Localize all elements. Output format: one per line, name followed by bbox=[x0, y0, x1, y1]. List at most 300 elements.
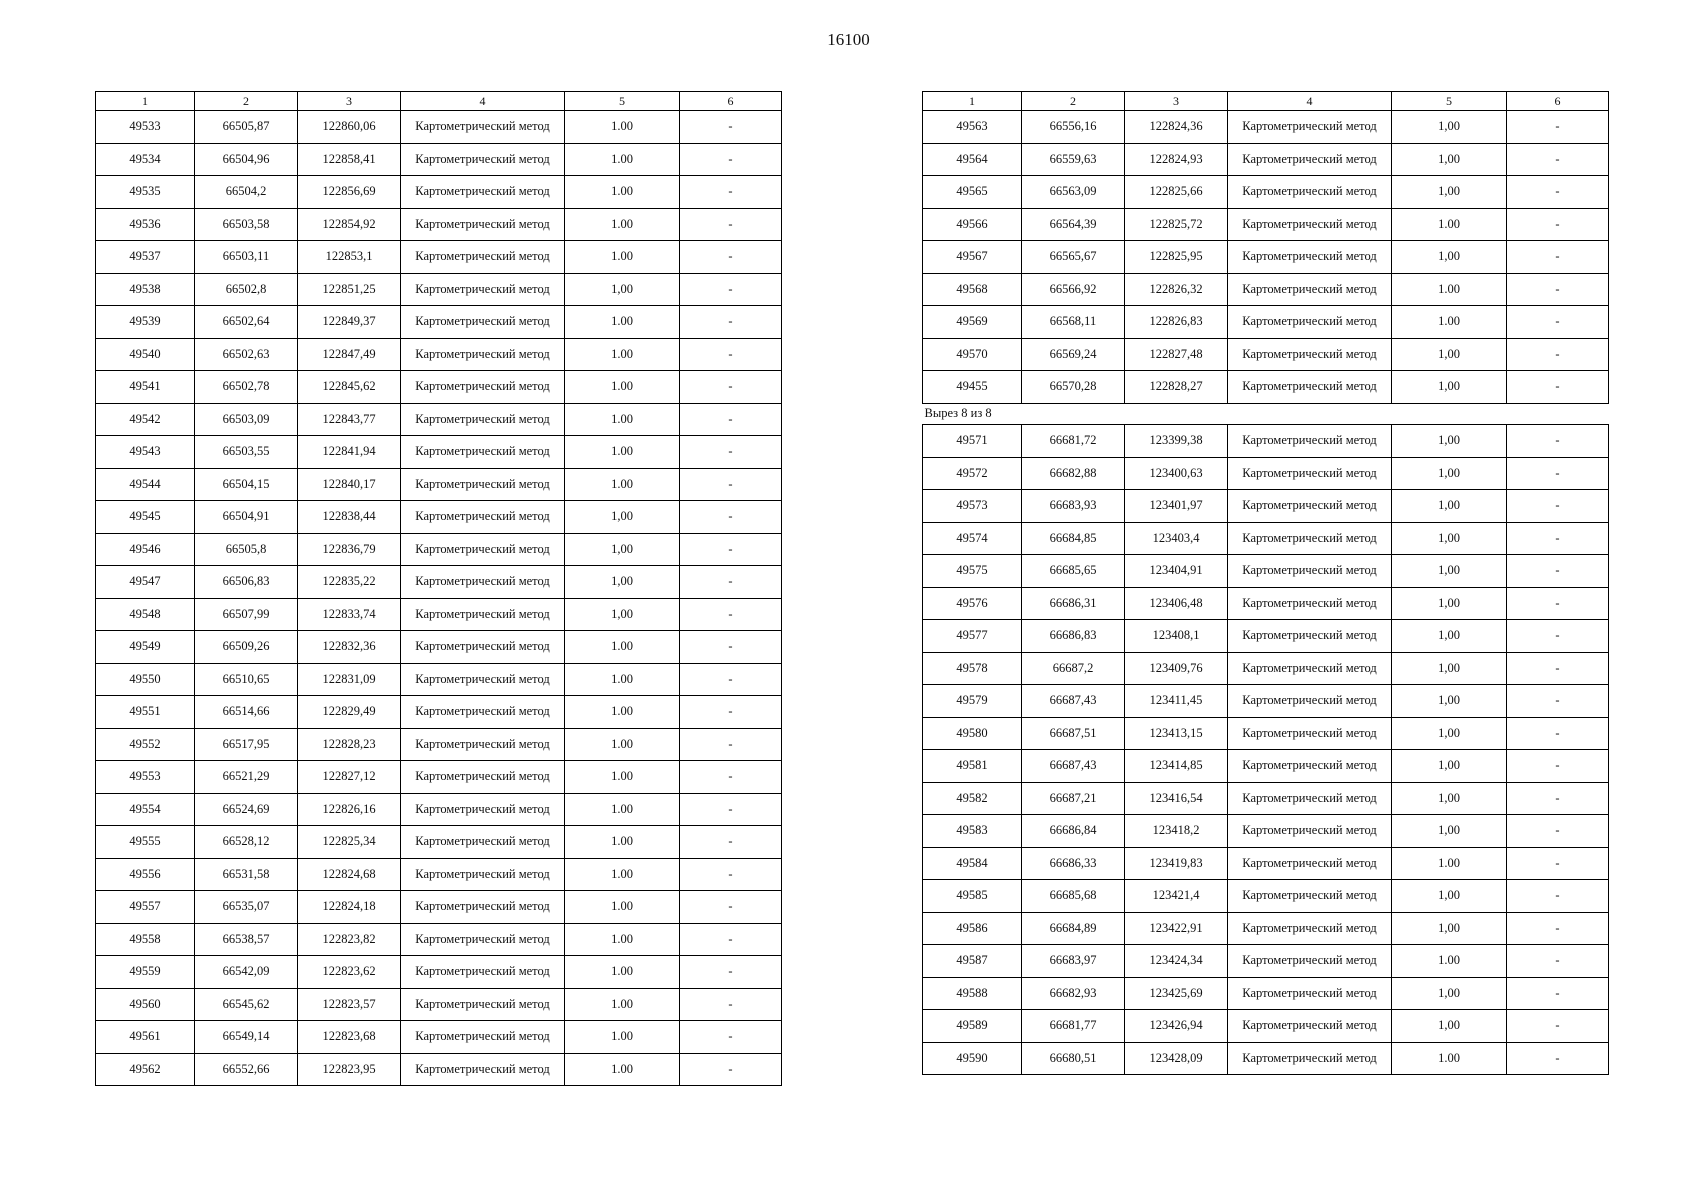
method-cell: Картометрический метод bbox=[1228, 522, 1392, 555]
accuracy-cell: 1.00 bbox=[565, 858, 680, 891]
point-number-cell: 49583 bbox=[923, 815, 1022, 848]
accuracy-cell: 1,00 bbox=[1392, 425, 1507, 458]
accuracy-cell: 1.00 bbox=[565, 176, 680, 209]
method-cell: Картометрический метод bbox=[1228, 652, 1392, 685]
y-coordinate-cell: 122856,69 bbox=[298, 176, 401, 209]
x-coordinate-cell: 66684,89 bbox=[1022, 912, 1125, 945]
point-number-cell: 49588 bbox=[923, 977, 1022, 1010]
y-coordinate-cell: 123418,2 bbox=[1125, 815, 1228, 848]
x-coordinate-cell: 66687,2 bbox=[1022, 652, 1125, 685]
table-row bbox=[96, 306, 782, 339]
x-coordinate-cell: 66503,11 bbox=[195, 241, 298, 274]
x-coordinate-cell: 66682,93 bbox=[1022, 977, 1125, 1010]
x-coordinate-cell: 66504,91 bbox=[195, 501, 298, 534]
x-coordinate-cell: 66569,24 bbox=[1022, 338, 1125, 371]
method-cell: Картометрический метод bbox=[401, 176, 565, 209]
method-cell: Картометрический метод bbox=[401, 923, 565, 956]
method-cell: Картометрический метод bbox=[401, 1053, 565, 1086]
y-coordinate-cell: 122849,37 bbox=[298, 306, 401, 339]
method-cell: Картометрический метод bbox=[1228, 338, 1392, 371]
point-number-cell: 49585 bbox=[923, 880, 1022, 913]
accuracy-cell: 1,00 bbox=[1392, 717, 1507, 750]
method-cell: Картометрический метод bbox=[401, 241, 565, 274]
table-row bbox=[923, 425, 1609, 458]
accuracy-cell: 1,00 bbox=[565, 273, 680, 306]
point-number-cell: 49544 bbox=[96, 468, 195, 501]
description-cell: - bbox=[1507, 717, 1609, 750]
description-cell: - bbox=[1507, 522, 1609, 555]
y-coordinate-cell: 122840,17 bbox=[298, 468, 401, 501]
accuracy-cell: 1.00 bbox=[565, 403, 680, 436]
description-cell: - bbox=[1507, 977, 1609, 1010]
description-cell: - bbox=[680, 501, 782, 534]
table-row bbox=[96, 728, 782, 761]
x-coordinate-cell: 66549,14 bbox=[195, 1021, 298, 1054]
y-coordinate-cell: 122827,12 bbox=[298, 761, 401, 794]
description-cell: - bbox=[680, 208, 782, 241]
method-cell: Картометрический метод bbox=[1228, 425, 1392, 458]
description-cell: - bbox=[1507, 1042, 1609, 1075]
y-coordinate-cell: 123426,94 bbox=[1125, 1010, 1228, 1043]
point-number-cell: 49555 bbox=[96, 826, 195, 859]
description-cell: - bbox=[1507, 945, 1609, 978]
description-cell: - bbox=[680, 1053, 782, 1086]
y-coordinate-cell: 122823,57 bbox=[298, 988, 401, 1021]
point-number-cell: 49540 bbox=[96, 338, 195, 371]
y-coordinate-cell: 123400,63 bbox=[1125, 457, 1228, 490]
description-cell: - bbox=[1507, 685, 1609, 718]
table-row bbox=[923, 652, 1609, 685]
method-cell: Картометрический метод bbox=[1228, 490, 1392, 523]
y-coordinate-cell: 122843,77 bbox=[298, 403, 401, 436]
accuracy-cell: 1,00 bbox=[1392, 912, 1507, 945]
point-number-cell: 49589 bbox=[923, 1010, 1022, 1043]
description-cell: - bbox=[680, 468, 782, 501]
table-row bbox=[923, 457, 1609, 490]
point-number-cell: 49543 bbox=[96, 436, 195, 469]
description-cell: - bbox=[680, 1021, 782, 1054]
description-cell: - bbox=[1507, 750, 1609, 783]
method-cell: Картометрический метод bbox=[1228, 587, 1392, 620]
table-row bbox=[96, 923, 782, 956]
x-coordinate-cell: 66566,92 bbox=[1022, 273, 1125, 306]
description-cell: - bbox=[1507, 208, 1609, 241]
table-row bbox=[96, 631, 782, 664]
description-cell: - bbox=[680, 858, 782, 891]
description-cell: - bbox=[1507, 111, 1609, 144]
y-coordinate-cell: 123409,76 bbox=[1125, 652, 1228, 685]
y-coordinate-cell: 122838,44 bbox=[298, 501, 401, 534]
table-row bbox=[96, 468, 782, 501]
method-cell: Картометрический метод bbox=[401, 338, 565, 371]
point-number-cell: 49542 bbox=[96, 403, 195, 436]
table-row bbox=[96, 501, 782, 534]
description-cell: - bbox=[680, 566, 782, 599]
table-row bbox=[923, 1010, 1609, 1043]
table-row bbox=[923, 587, 1609, 620]
table-row bbox=[96, 598, 782, 631]
table-row bbox=[96, 143, 782, 176]
x-coordinate-cell: 66507,99 bbox=[195, 598, 298, 631]
table-row bbox=[96, 858, 782, 891]
description-cell: - bbox=[680, 273, 782, 306]
method-cell: Картометрический метод bbox=[1228, 620, 1392, 653]
accuracy-cell: 1,00 bbox=[565, 566, 680, 599]
x-coordinate-cell: 66686,84 bbox=[1022, 815, 1125, 848]
description-cell: - bbox=[680, 793, 782, 826]
y-coordinate-cell: 123408,1 bbox=[1125, 620, 1228, 653]
table-row bbox=[923, 847, 1609, 880]
point-number-cell: 49559 bbox=[96, 956, 195, 989]
table-row bbox=[923, 111, 1609, 144]
point-number-cell: 49580 bbox=[923, 717, 1022, 750]
accuracy-cell: 1.00 bbox=[565, 728, 680, 761]
point-number-cell: 49533 bbox=[96, 111, 195, 144]
description-cell: - bbox=[680, 956, 782, 989]
method-cell: Картометрический метод bbox=[401, 468, 565, 501]
accuracy-cell: 1.00 bbox=[565, 956, 680, 989]
method-cell: Картометрический метод bbox=[401, 761, 565, 794]
point-number-cell: 49564 bbox=[923, 143, 1022, 176]
x-coordinate-cell: 66564,39 bbox=[1022, 208, 1125, 241]
point-number-cell: 49537 bbox=[96, 241, 195, 274]
point-number-cell: 49563 bbox=[923, 111, 1022, 144]
description-cell: - bbox=[1507, 457, 1609, 490]
method-cell: Картометрический метод bbox=[1228, 945, 1392, 978]
description-cell: - bbox=[680, 111, 782, 144]
method-cell: Картометрический метод bbox=[1228, 685, 1392, 718]
method-cell: Картометрический метод bbox=[401, 208, 565, 241]
x-coordinate-cell: 66517,95 bbox=[195, 728, 298, 761]
y-coordinate-cell: 123419,83 bbox=[1125, 847, 1228, 880]
page-number: 16100 bbox=[827, 30, 870, 49]
method-cell: Картометрический метод bbox=[1228, 750, 1392, 783]
accuracy-cell: 1.00 bbox=[565, 208, 680, 241]
point-number-cell: 49553 bbox=[96, 761, 195, 794]
y-coordinate-cell: 122824,18 bbox=[298, 891, 401, 924]
description-cell: - bbox=[680, 176, 782, 209]
x-coordinate-cell: 66565,67 bbox=[1022, 241, 1125, 274]
method-cell: Картометрический метод bbox=[401, 111, 565, 144]
point-number-cell: 49557 bbox=[96, 891, 195, 924]
method-cell: Картометрический метод bbox=[401, 663, 565, 696]
table-row bbox=[96, 208, 782, 241]
table-row bbox=[96, 663, 782, 696]
table-row bbox=[96, 403, 782, 436]
table-row bbox=[923, 977, 1609, 1010]
column-header: 6 bbox=[680, 92, 782, 111]
x-coordinate-cell: 66545,62 bbox=[195, 988, 298, 1021]
description-cell: - bbox=[1507, 371, 1609, 404]
point-number-cell: 49550 bbox=[96, 663, 195, 696]
point-number-cell: 49560 bbox=[96, 988, 195, 1021]
accuracy-cell: 1.00 bbox=[565, 111, 680, 144]
method-cell: Картометрический метод bbox=[1228, 847, 1392, 880]
point-number-cell: 49579 bbox=[923, 685, 1022, 718]
point-number-cell: 49538 bbox=[96, 273, 195, 306]
accuracy-cell: 1.00 bbox=[565, 663, 680, 696]
accuracy-cell: 1,00 bbox=[565, 501, 680, 534]
point-number-cell: 49576 bbox=[923, 587, 1022, 620]
accuracy-cell: 1,00 bbox=[565, 533, 680, 566]
description-cell: - bbox=[680, 891, 782, 924]
header-row bbox=[96, 92, 782, 111]
table-row bbox=[923, 750, 1609, 783]
x-coordinate-cell: 66505,87 bbox=[195, 111, 298, 144]
y-coordinate-cell: 122835,22 bbox=[298, 566, 401, 599]
point-number-cell: 49572 bbox=[923, 457, 1022, 490]
accuracy-cell: 1,00 bbox=[1392, 555, 1507, 588]
table-row bbox=[96, 111, 782, 144]
y-coordinate-cell: 122825,66 bbox=[1125, 176, 1228, 209]
method-cell: Картометрический метод bbox=[1228, 815, 1392, 848]
point-number-cell: 49582 bbox=[923, 782, 1022, 815]
x-coordinate-cell: 66683,97 bbox=[1022, 945, 1125, 978]
method-cell: Картометрический метод bbox=[1228, 208, 1392, 241]
y-coordinate-cell: 122825,95 bbox=[1125, 241, 1228, 274]
description-cell: - bbox=[1507, 143, 1609, 176]
method-cell: Картометрический метод bbox=[401, 143, 565, 176]
table-row bbox=[923, 522, 1609, 555]
y-coordinate-cell: 122860,06 bbox=[298, 111, 401, 144]
accuracy-cell: 1,00 bbox=[1392, 457, 1507, 490]
column-header: 2 bbox=[1022, 92, 1125, 111]
method-cell: Картометрический метод bbox=[401, 793, 565, 826]
point-number-cell: 49590 bbox=[923, 1042, 1022, 1075]
column-header: 3 bbox=[298, 92, 401, 111]
description-cell: - bbox=[680, 371, 782, 404]
column-header: 1 bbox=[923, 92, 1022, 111]
method-cell: Картометрический метод bbox=[1228, 912, 1392, 945]
point-number-cell: 49568 bbox=[923, 273, 1022, 306]
point-number-cell: 49534 bbox=[96, 143, 195, 176]
x-coordinate-cell: 66502,78 bbox=[195, 371, 298, 404]
accuracy-cell: 1,00 bbox=[1392, 241, 1507, 274]
point-number-cell: 49584 bbox=[923, 847, 1022, 880]
column-header: 2 bbox=[195, 92, 298, 111]
table-row bbox=[96, 826, 782, 859]
x-coordinate-cell: 66686,31 bbox=[1022, 587, 1125, 620]
y-coordinate-cell: 122833,74 bbox=[298, 598, 401, 631]
method-cell: Картометрический метод bbox=[1228, 306, 1392, 339]
x-coordinate-cell: 66502,8 bbox=[195, 273, 298, 306]
table-row bbox=[923, 717, 1609, 750]
x-coordinate-cell: 66570,28 bbox=[1022, 371, 1125, 404]
y-coordinate-cell: 123416,54 bbox=[1125, 782, 1228, 815]
accuracy-cell: 1,00 bbox=[1392, 652, 1507, 685]
column-header: 4 bbox=[401, 92, 565, 111]
table-row bbox=[96, 371, 782, 404]
accuracy-cell: 1,00 bbox=[1392, 685, 1507, 718]
method-cell: Картометрический метод bbox=[1228, 241, 1392, 274]
point-number-cell: 49541 bbox=[96, 371, 195, 404]
x-coordinate-cell: 66514,66 bbox=[195, 696, 298, 729]
description-cell: - bbox=[1507, 338, 1609, 371]
y-coordinate-cell: 122827,48 bbox=[1125, 338, 1228, 371]
x-coordinate-cell: 66686,83 bbox=[1022, 620, 1125, 653]
accuracy-cell: 1,00 bbox=[1392, 620, 1507, 653]
header-row bbox=[923, 92, 1609, 111]
method-cell: Картометрический метод bbox=[401, 403, 565, 436]
description-cell: - bbox=[1507, 912, 1609, 945]
y-coordinate-cell: 122854,92 bbox=[298, 208, 401, 241]
table-row bbox=[923, 371, 1609, 404]
x-coordinate-cell: 66504,96 bbox=[195, 143, 298, 176]
description-cell: - bbox=[680, 663, 782, 696]
y-coordinate-cell: 123406,48 bbox=[1125, 587, 1228, 620]
accuracy-cell: 1,00 bbox=[1392, 176, 1507, 209]
y-coordinate-cell: 122847,49 bbox=[298, 338, 401, 371]
accuracy-cell: 1.00 bbox=[1392, 847, 1507, 880]
table-row bbox=[923, 490, 1609, 523]
accuracy-cell: 1.00 bbox=[565, 143, 680, 176]
method-cell: Картометрический метод bbox=[401, 826, 565, 859]
accuracy-cell: 1.00 bbox=[565, 891, 680, 924]
table-row bbox=[923, 273, 1609, 306]
description-cell: - bbox=[1507, 587, 1609, 620]
table-row bbox=[923, 685, 1609, 718]
description-cell: - bbox=[1507, 880, 1609, 913]
table-row bbox=[96, 1053, 782, 1086]
column-header: 5 bbox=[1392, 92, 1507, 111]
x-coordinate-cell: 66504,15 bbox=[195, 468, 298, 501]
x-coordinate-cell: 66685,65 bbox=[1022, 555, 1125, 588]
method-cell: Картометрический метод bbox=[1228, 176, 1392, 209]
x-coordinate-cell: 66503,55 bbox=[195, 436, 298, 469]
point-number-cell: 49581 bbox=[923, 750, 1022, 783]
y-coordinate-cell: 122829,49 bbox=[298, 696, 401, 729]
table-row bbox=[96, 696, 782, 729]
accuracy-cell: 1.00 bbox=[1392, 273, 1507, 306]
description-cell: - bbox=[1507, 555, 1609, 588]
y-coordinate-cell: 122831,09 bbox=[298, 663, 401, 696]
description-cell: - bbox=[680, 923, 782, 956]
table-row bbox=[96, 176, 782, 209]
description-cell: - bbox=[680, 598, 782, 631]
y-coordinate-cell: 122824,36 bbox=[1125, 111, 1228, 144]
accuracy-cell: 1,00 bbox=[1392, 143, 1507, 176]
method-cell: Картометрический метод bbox=[1228, 273, 1392, 306]
table-row bbox=[96, 436, 782, 469]
accuracy-cell: 1.00 bbox=[565, 696, 680, 729]
y-coordinate-cell: 122826,16 bbox=[298, 793, 401, 826]
method-cell: Картометрический метод bbox=[401, 273, 565, 306]
column-header: 1 bbox=[96, 92, 195, 111]
method-cell: Картометрический метод bbox=[401, 1021, 565, 1054]
table-row bbox=[923, 555, 1609, 588]
table-row bbox=[923, 176, 1609, 209]
column-header: 4 bbox=[1228, 92, 1392, 111]
point-number-cell: 49567 bbox=[923, 241, 1022, 274]
coordinates-table-right bbox=[922, 91, 1609, 1075]
y-coordinate-cell: 123411,45 bbox=[1125, 685, 1228, 718]
y-coordinate-cell: 123403,4 bbox=[1125, 522, 1228, 555]
description-cell: - bbox=[680, 826, 782, 859]
description-cell: - bbox=[680, 631, 782, 664]
accuracy-cell: 1.00 bbox=[565, 923, 680, 956]
method-cell: Картометрический метод bbox=[401, 436, 565, 469]
method-cell: Картометрический метод bbox=[1228, 717, 1392, 750]
table-row bbox=[96, 1021, 782, 1054]
description-cell: - bbox=[680, 403, 782, 436]
point-number-cell: 49558 bbox=[96, 923, 195, 956]
method-cell: Картометрический метод bbox=[401, 858, 565, 891]
accuracy-cell: 1.00 bbox=[565, 241, 680, 274]
method-cell: Картометрический метод bbox=[401, 891, 565, 924]
column-header: 5 bbox=[565, 92, 680, 111]
accuracy-cell: 1.00 bbox=[565, 631, 680, 664]
x-coordinate-cell: 66538,57 bbox=[195, 923, 298, 956]
method-cell: Картометрический метод bbox=[401, 728, 565, 761]
x-coordinate-cell: 66563,09 bbox=[1022, 176, 1125, 209]
x-coordinate-cell: 66568,11 bbox=[1022, 306, 1125, 339]
table-row bbox=[96, 566, 782, 599]
x-coordinate-cell: 66524,69 bbox=[195, 793, 298, 826]
point-number-cell: 49566 bbox=[923, 208, 1022, 241]
table-row bbox=[96, 761, 782, 794]
description-cell: - bbox=[1507, 620, 1609, 653]
description-cell: - bbox=[1507, 176, 1609, 209]
x-coordinate-cell: 66528,12 bbox=[195, 826, 298, 859]
point-number-cell: 49556 bbox=[96, 858, 195, 891]
accuracy-cell: 1,00 bbox=[1392, 522, 1507, 555]
coordinates-table-left bbox=[95, 91, 782, 1086]
table-row bbox=[96, 988, 782, 1021]
y-coordinate-cell: 123424,34 bbox=[1125, 945, 1228, 978]
accuracy-cell: 1.00 bbox=[1392, 1042, 1507, 1075]
method-cell: Картометрический метод bbox=[1228, 457, 1392, 490]
y-coordinate-cell: 122858,41 bbox=[298, 143, 401, 176]
accuracy-cell: 1,00 bbox=[1392, 782, 1507, 815]
point-number-cell: 49548 bbox=[96, 598, 195, 631]
point-number-cell: 49570 bbox=[923, 338, 1022, 371]
method-cell: Картометрический метод bbox=[1228, 111, 1392, 144]
point-number-cell: 49545 bbox=[96, 501, 195, 534]
description-cell: - bbox=[1507, 847, 1609, 880]
x-coordinate-cell: 66504,2 bbox=[195, 176, 298, 209]
y-coordinate-cell: 122828,23 bbox=[298, 728, 401, 761]
y-coordinate-cell: 122823,68 bbox=[298, 1021, 401, 1054]
description-cell: - bbox=[680, 728, 782, 761]
section-label: Вырез 8 из 8 bbox=[923, 403, 1609, 425]
y-coordinate-cell: 122824,68 bbox=[298, 858, 401, 891]
accuracy-cell: 1.00 bbox=[565, 826, 680, 859]
accuracy-cell: 1,00 bbox=[1392, 338, 1507, 371]
description-cell: - bbox=[680, 241, 782, 274]
point-number-cell: 49546 bbox=[96, 533, 195, 566]
x-coordinate-cell: 66683,93 bbox=[1022, 490, 1125, 523]
accuracy-cell: 1.00 bbox=[565, 761, 680, 794]
method-cell: Картометрический метод bbox=[401, 533, 565, 566]
y-coordinate-cell: 122845,62 bbox=[298, 371, 401, 404]
method-cell: Картометрический метод bbox=[401, 598, 565, 631]
y-coordinate-cell: 122823,95 bbox=[298, 1053, 401, 1086]
point-number-cell: 49562 bbox=[96, 1053, 195, 1086]
x-coordinate-cell: 66510,65 bbox=[195, 663, 298, 696]
column-header: 3 bbox=[1125, 92, 1228, 111]
method-cell: Картометрический метод bbox=[1228, 880, 1392, 913]
table-row bbox=[923, 1042, 1609, 1075]
method-cell: Картометрический метод bbox=[1228, 977, 1392, 1010]
point-number-cell: 49575 bbox=[923, 555, 1022, 588]
accuracy-cell: 1.00 bbox=[565, 793, 680, 826]
x-coordinate-cell: 66685,68 bbox=[1022, 880, 1125, 913]
x-coordinate-cell: 66531,58 bbox=[195, 858, 298, 891]
accuracy-cell: 1,00 bbox=[1392, 111, 1507, 144]
description-cell: - bbox=[1507, 241, 1609, 274]
x-coordinate-cell: 66559,63 bbox=[1022, 143, 1125, 176]
table-row bbox=[923, 945, 1609, 978]
